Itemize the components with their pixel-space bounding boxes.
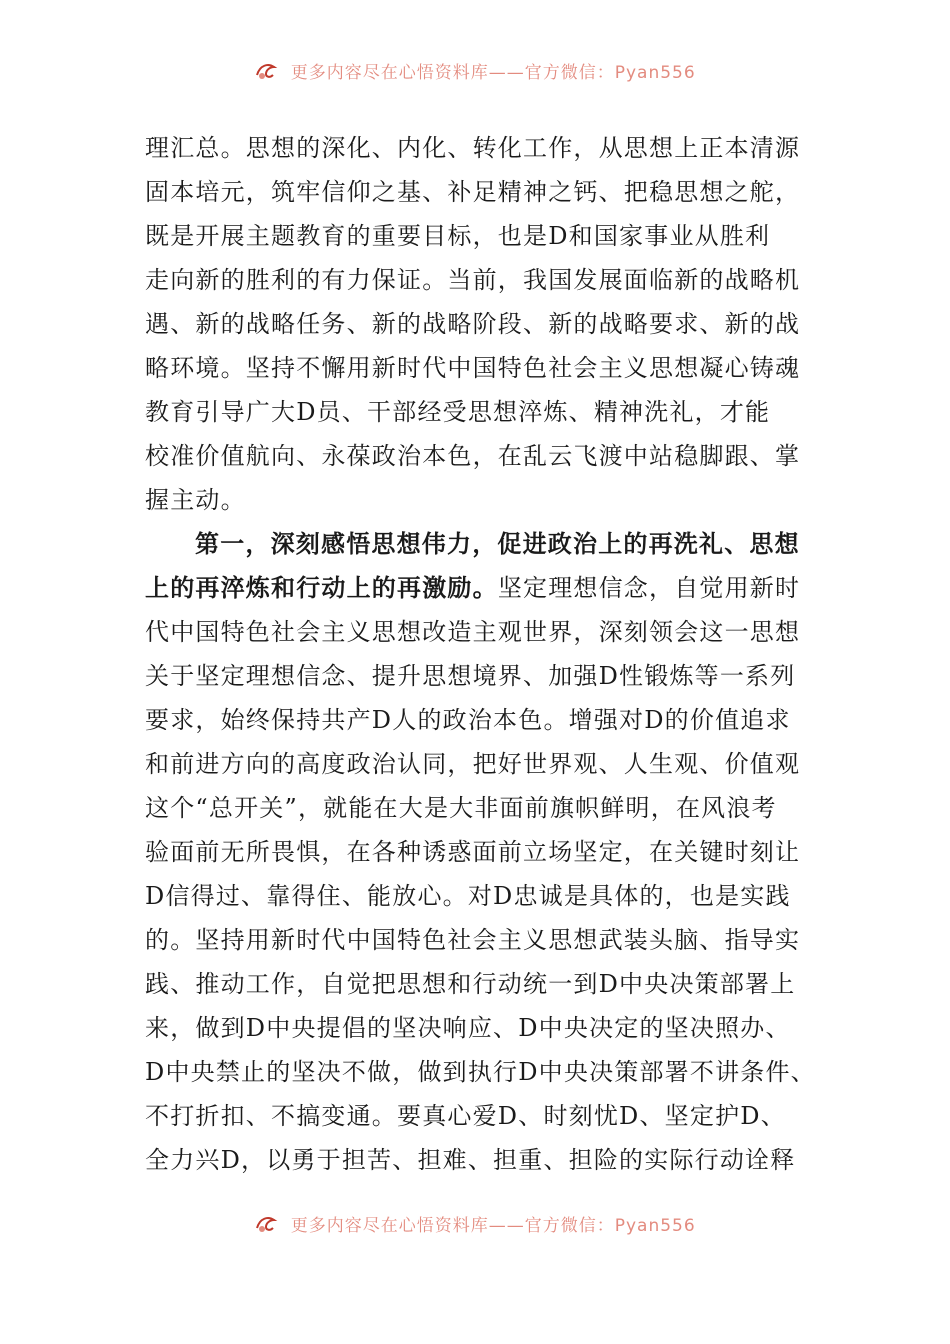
body-text: 走向新的胜利的有力保证。当前，我国发展面临新的战略机 xyxy=(145,266,801,294)
body-text: 坚定理想信念，自觉用新时 xyxy=(497,574,801,602)
text-line xyxy=(145,918,820,962)
body-text: 来，做到D中央提倡的坚决响应、D中央决定的坚决照办、 xyxy=(145,1014,791,1042)
body-text: 的。坚持用新时代中国特色社会主义思想武装头脑、指导实 xyxy=(145,926,801,954)
body-text: 践、推动工作，自觉把思想和行动统一到D中央决策部署上 xyxy=(145,970,796,998)
body-text: 略环境。坚持不懈用新时代中国特色社会主义思想凝心铸魂 xyxy=(145,354,801,382)
bold-heading-text: 上的再淬炼和行动上的再激励。 xyxy=(145,573,498,602)
body-text: 校准价值航向、永葆政治本色，在乱云飞渡中站稳脚跟、掌 xyxy=(145,442,801,470)
text-line xyxy=(145,742,820,786)
text-line xyxy=(145,302,820,346)
text-line xyxy=(145,346,820,390)
text-line xyxy=(145,786,820,830)
body-text: 代中国特色社会主义思想改造主观世界，深刻领会这一思想 xyxy=(145,618,801,646)
text-line xyxy=(145,610,820,654)
text-line xyxy=(145,698,820,742)
body-text: 遇、新的战略任务、新的战略阶段、新的战略要求、新的战 xyxy=(145,310,801,338)
body-text: 既是开展主题教育的重要目标，也是D和国家事业从胜利 xyxy=(145,222,771,250)
text-line xyxy=(145,214,820,258)
body-text: 和前进方向的高度政治认同，把好世界观、人生观、价值观 xyxy=(145,750,801,778)
body-text: 握主动。 xyxy=(145,486,246,514)
text-line xyxy=(145,566,820,610)
text-line xyxy=(145,126,820,170)
text-line xyxy=(145,1094,820,1138)
text-line xyxy=(145,390,820,434)
body-text: 要求，始终保持共产D人的政治本色。增强对D的价值追求 xyxy=(145,706,791,734)
document-body xyxy=(145,126,820,1182)
footer-watermark xyxy=(0,1211,950,1239)
text-line xyxy=(145,962,820,1006)
paragraph-intro-continuation xyxy=(145,126,820,522)
scroll-logo-icon xyxy=(254,61,280,86)
text-line xyxy=(145,522,820,566)
body-text: 关于坚定理想信念、提升思想境界、加强D性锻炼等一系列 xyxy=(145,662,796,690)
body-text: 固本培元，筑牢信仰之基、补足精神之钙、把稳思想之舵， xyxy=(145,178,801,206)
text-line xyxy=(145,654,820,698)
text-line xyxy=(145,874,820,918)
watermark-text: 更多内容尽在心悟资料库——官方微信：Pyan556 xyxy=(290,1216,696,1236)
body-text: D信得过、靠得住、能放心。对D忠诚是具体的，也是实践 xyxy=(145,882,791,910)
body-text: D中央禁止的坚决不做，做到执行D中央决策部署不讲条件、 xyxy=(145,1058,816,1086)
text-line xyxy=(145,1006,820,1050)
body-text: 全力兴D，以勇于担苦、担难、担重、担险的实际行动诠释 xyxy=(145,1146,796,1174)
paragraph-section-one xyxy=(145,522,820,1182)
text-line xyxy=(145,258,820,302)
text-line xyxy=(145,170,820,214)
body-text: 验面前无所畏惧，在各种诱惑面前立场坚定，在关键时刻让 xyxy=(145,838,801,866)
body-text: 教育引导广大D员、干部经受思想淬炼、精神洗礼，才能 xyxy=(145,398,771,426)
watermark-text: 更多内容尽在心悟资料库——官方微信：Pyan556 xyxy=(290,63,696,83)
body-text: 这个“总开关”，就能在大是大非面前旗帜鲜明，在风浪考 xyxy=(145,794,777,822)
bold-heading-text: 第一，深刻感悟思想伟力，促进政治上的再洗礼、思想 xyxy=(195,529,800,558)
text-line xyxy=(145,434,820,478)
text-line xyxy=(145,1050,820,1094)
scroll-logo-icon xyxy=(254,1214,280,1239)
text-line xyxy=(145,1138,820,1182)
text-line xyxy=(145,830,820,874)
body-text: 理汇总。思想的深化、内化、转化工作，从思想上正本清源 xyxy=(145,134,801,162)
text-line xyxy=(145,478,820,522)
header-watermark xyxy=(0,58,950,86)
body-text: 不打折扣、不搞变通。要真心爱D、时刻忧D、坚定护D、 xyxy=(145,1102,786,1130)
